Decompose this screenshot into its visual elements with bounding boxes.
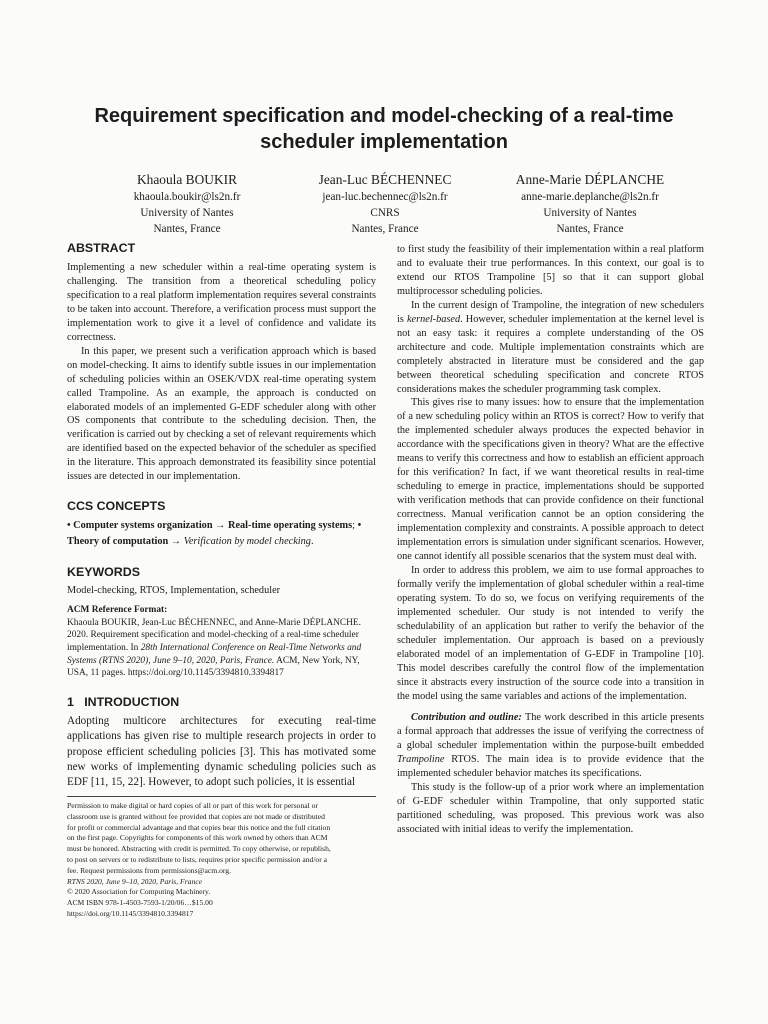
body-text: . However, scheduler implementation at the kernel level is not an easy task: it requires a complete understanding of the OS architecture and code. Multiple implementation constraints which are completely abstracted in literature must be considered and the gap between theoretical scheduling specification and concrete RTOS considerations makes the scheduler programming task complex. bbox=[397, 313, 704, 395]
abstract-paragraph: In this paper, we present such a verification approach which is based on model-checking. It aims to identify subtle issues in our implementation of scheduling policies within an OSEK/VDX real-time operating system called Trampoline. As an example, the approach is conducted on elaborated models of an implemented G-EDF scheduler along with other OS components that contribute to the scheduling decision. Then, the verification is carried out by checking a set of relevant requirements which are identified based on the expected behavior of the scheduler as specified in the literature. This approach demonstrated its feasibility since potential issues are detected in our implementation. bbox=[67, 345, 376, 483]
ccs-term: • Theory of computation bbox=[67, 520, 362, 548]
keywords-text: Model-checking, RTOS, Implementation, scheduler bbox=[67, 585, 281, 597]
footnote-isbn: ACM ISBN 978-1-4503-7593-1/20/06…$15.00 bbox=[67, 898, 213, 908]
author-name: Jean-Luc BÉCHENNEC bbox=[318, 172, 452, 187]
author-location: Nantes, France bbox=[556, 223, 624, 235]
left-column bbox=[67, 240, 376, 791]
acm-reference bbox=[67, 604, 376, 680]
ccs-term: Verification by model checking bbox=[183, 536, 311, 548]
body-paragraph: This study is the follow-up of a prior work where an implementation of G-EDF scheduler within Trampoline, that only supported static partitioned scheduling, was proposed. This previous work was also associated with initial ideas to verify the implementation. bbox=[397, 782, 704, 836]
introduction-heading: 1 INTRODUCTION bbox=[67, 694, 180, 709]
body-text: The work described in this article presents a formal approach that addresses the issue of verifying the correctness of a global scheduler implementation within the purpose-built embedded bbox=[397, 712, 704, 752]
body-paragraph: In order to address this problem, we aim to use formal approaches to formally verify the implementation of global scheduler within a real-time operating system. To do so, we focus on verifying requirements of the implemented scheduler. Our study is not intended to verify the schedulability of an application but rather to verify the behavior of the scheduler implementation. Our approach is based on a previously elaborated model of an implementation of G-EDF in Trampoline [10]. This model describes carefully the control flow of the implementation since it abstracts every instruction of the source code into a transition in the model using the same variables and actions of the implementation. bbox=[397, 564, 704, 702]
ccs-term: • Computer systems organization bbox=[67, 520, 213, 532]
keywords-heading: KEYWORDS bbox=[67, 565, 140, 580]
footnote-line: classroom use is granted without fee provided that copies are not made or distributed bbox=[67, 811, 325, 821]
acm-reference-part: ACM, New York, NY, USA, 11 pages. https://doi.org/10.1145/3394810.3394817 bbox=[67, 655, 360, 679]
footnote-line: must be honored. Abstracting with credit is permitted. To copy otherwise, or republish, bbox=[67, 844, 331, 854]
author-2 bbox=[270, 170, 500, 237]
author-affiliation: University of Nantes bbox=[543, 207, 637, 219]
body-paragraph bbox=[397, 299, 704, 397]
author-email: khaoula.boukir@ls2n.fr bbox=[133, 191, 241, 203]
author-email: jean-luc.bechennec@ls2n.fr bbox=[322, 191, 448, 203]
copyright-footnote bbox=[67, 796, 376, 920]
contribution-heading: Contribution and outline: bbox=[411, 712, 522, 724]
footnote-line: on the first page. Copyrights for components of this work owned by others than ACM bbox=[67, 833, 328, 843]
author-location: Nantes, France bbox=[153, 223, 221, 235]
ccs-section bbox=[67, 498, 376, 550]
footnote-line: Permission to make digital or hard copies of all or part of this work for personal or bbox=[67, 801, 318, 810]
body-text: In the current design of Trampoline, the integration of new schedulers is bbox=[397, 299, 704, 325]
footnote-line: for profit or commercial advantage and that copies bear this notice and the full citation bbox=[67, 822, 331, 832]
author-affiliation: CNRS bbox=[370, 207, 400, 219]
footnote-copyright: © 2020 Association for Computing Machinery. bbox=[67, 887, 211, 897]
acm-reference-part: Khaoula BOUKIR, Jean-Luc BÉCHENNEC, and Anne-Marie DÉPLANCHE. 2020. Requirement specification and model-checking of a real-time scheduler implementation. In bbox=[67, 617, 361, 653]
paper-title: Requirement specification and model-checking of a real-time scheduler implementation bbox=[94, 105, 674, 153]
body-emphasis: kernel-based bbox=[406, 313, 461, 325]
author-name: Anne-Marie DÉPLANCHE bbox=[515, 172, 665, 187]
contribution-paragraph bbox=[397, 711, 704, 781]
ccs-arrow: → bbox=[212, 520, 229, 532]
footnote-conference: RTNS 2020, June 9–10, 2020, Paris, France bbox=[67, 876, 202, 886]
acm-reference-venue: 28th International Conference on Real-Time Networks and Systems (RTNS 2020), June 9–10, 2020, Paris, France. bbox=[67, 642, 362, 666]
ccs-concepts bbox=[67, 518, 376, 550]
ccs-arrow: → bbox=[168, 536, 184, 548]
body-emphasis: Trampoline bbox=[397, 754, 445, 766]
author-location: Nantes, France bbox=[351, 223, 419, 235]
right-column bbox=[397, 243, 704, 837]
ccs-end: . bbox=[310, 536, 314, 548]
author-3 bbox=[475, 170, 705, 237]
body-text: RTOS. The main idea is to provide evidence that the implemented scheduler behavior matches its specifications. bbox=[397, 754, 704, 780]
author-affiliation: University of Nantes bbox=[140, 207, 234, 219]
body-paragraph: This gives rise to many issues: how to ensure that the implementation of a new scheduling policy within an RTOS is correct? How to verify that the implemented scheduler always produces the expected behavior in accordance with the specifications given in theory? What are the effective means to verify this correctness and how to establish an efficient approach for this verification? In fact, if we want theoretical results in real-time scheduling to emerge in practice, implementations should be supported with verification methods that can provide confidence on their functional correctness. Manual verification cannot be an option considering the implementation complexity and constraints. A possible approach to detect implementation errors is simulation under significant scenarios. However, one cannot identify all possible scenarios that the system must deal with. bbox=[397, 397, 704, 562]
abstract-paragraph: Implementing a new scheduler within a real-time operating system is challenging. The transition from a theoretical scheduling policy specification to a real platform implementation requires several constraints to be taken into account. Therefore, a verification process must support the implementation work to give it a level of confidence and validate its correctness. bbox=[67, 262, 376, 343]
ccs-term: Real-time operating systems bbox=[228, 520, 353, 532]
footnote-line: to post on servers or to redistribute to lists, requires prior specific permission and/or a bbox=[67, 854, 328, 864]
author-1 bbox=[72, 170, 302, 237]
footnote-line: fee. Request permissions from permissions@acm.org. bbox=[67, 865, 231, 875]
abstract-heading: ABSTRACT bbox=[67, 241, 136, 255]
acm-reference-text bbox=[67, 617, 376, 680]
author-email: anne-marie.deplanche@ls2n.fr bbox=[521, 191, 659, 203]
introduction-section bbox=[67, 694, 376, 791]
footnote-doi: https://doi.org/10.1145/3394810.3394817 bbox=[67, 908, 194, 918]
acm-reference-heading: ACM Reference Format: bbox=[67, 605, 168, 616]
author-name: Khaoula BOUKIR bbox=[136, 172, 238, 187]
introduction-paragraph: Adopting multicore architectures for executing real-time applications has given rise to multiple research projects in order to propose efficient scheduling policies [3]. This has motivated some new works of implementing dynamic scheduling policies such as EDF [11, 15, 22]. However, to adopt such policies, it is essential bbox=[67, 714, 376, 789]
ccs-separator: ; bbox=[352, 520, 358, 532]
body-paragraph: to first study the feasibility of their implementation within a real platform and to evaluate their true performances. In this context, our goal is to extend our RTOS Trampoline [5] so that it can support global multiprocessor scheduling policies. bbox=[397, 244, 704, 297]
keywords-section bbox=[67, 564, 376, 598]
ccs-heading: CCS CONCEPTS bbox=[67, 499, 166, 514]
